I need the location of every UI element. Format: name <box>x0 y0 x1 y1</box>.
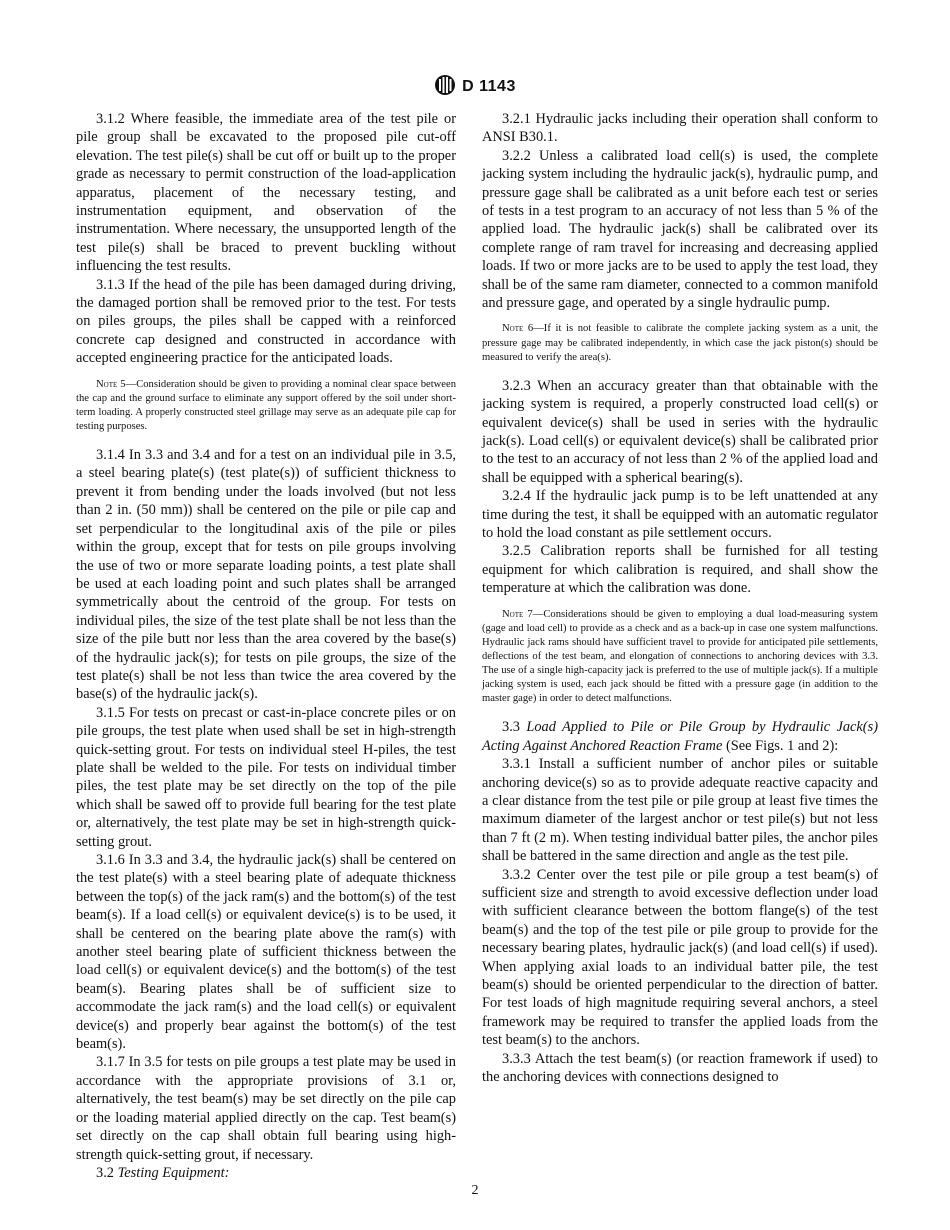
note-5-label: Note 5 <box>96 378 126 390</box>
section-3-1-5: 3.1.5 For tests on precast or cast-in-place concrete piles or on pile groups, the test plate when used shall be set in high-strength quick-setting grout. For tests on individual steel H-piles, the test plate shall be welded to the pile. For tests on individual timber piles, the test plate may be set directly on the top of the pile which shall be sawed off to provide full bearing for the test plate or, alternatively, the test plate may be set in high-strength quick-setting grout. <box>76 704 456 850</box>
section-3-3-number: 3.3 <box>502 719 520 736</box>
standard-designation: D 1143 <box>462 78 516 95</box>
note-6-label: Note 6 <box>502 323 534 335</box>
section-3-3-title: Load Applied to Pile or Pile Group by Hydraulic Jack(s) Acting Against Anchored Reaction Frame <box>482 719 878 754</box>
section-3-2-1: 3.2.1 Hydraulic jacks including their operation shall conform to ANSI B30.1. <box>482 111 878 146</box>
section-3-2-number: 3.2 <box>96 1164 114 1181</box>
section-3-1-7: 3.1.7 In 3.5 for tests on pile groups a test plate may be used in accordance with the appropriate provisions of 3.1 or, alternatively, the test beam(s) may be set directly on the pile cap or the loading material applied directly on the cap. Test beam(s) set directly on the cap shall obtain full bearing using high-strength quick-setting grout, if necessary. <box>76 1054 456 1163</box>
section-3-3-heading <box>482 718 878 755</box>
note-7 <box>482 608 878 707</box>
note-6-text: —If it is not feasible to calibrate the complete jacking system as a unit, the pressure gage may be calibrated independently, in which case the jack piston(s) should be measured to verify the area(s). <box>482 323 878 363</box>
section-3-2-2: 3.2.2 Unless a calibrated load cell(s) is used, the complete jacking system including the hydraulic jack(s), hydraulic pump, and pressure gage shall be calibrated as a unit before each test or series of tests in a test program to an accuracy of not less than 5 % of the applied load. The hydraulic jack(s) shall be calibrated over its complete range of ram travel for increasing and decreasing applied loads. If two or more jacks are to be used to apply the test load, they shall be of the same ram diameter, connected to a common manifold and pressure gage, and operated by a single hydraulic pump. <box>482 147 878 312</box>
note-7-text: —Considerations should be given to employing a dual load-measuring system (gage and load cell) to provide as a check and as a back-up in case one system malfunctions. Hydraulic jack rams should have sufficient travel to provide for anticipated pile settlements, deflections of the test beam, and elongation of connections to anchoring devices with 3.3. The use of a single high-capacity jack is preferred to the use of multiple jack(s). If a multiple jacking system is used, each jack should be fitted with a pressure gage (in addition to the master gage) in order to detect malfunctions. <box>482 608 879 705</box>
section-3-3-figure-ref: (See Figs. 1 and 2): <box>722 737 839 754</box>
note-6 <box>482 322 878 364</box>
section-3-1-3: 3.1.3 If the head of the pile has been damaged during driving, the damaged portion shall be removed prior to the test. For tests on piles groups, the piles shall be capped with a reinforced concrete cap designed and constructed in accordance with accepted engineering practice for the anticipated loads. <box>76 276 456 367</box>
section-3-2-5: 3.2.5 Calibration reports shall be furnished for all testing equipment for which calibration is required, and shall show the temperature at which the calibration was done. <box>482 543 878 597</box>
section-3-2-heading <box>76 1164 456 1182</box>
section-3-2-title: Testing Equipment: <box>117 1164 230 1181</box>
astm-logo-icon <box>434 74 456 101</box>
section-3-3-2: 3.3.2 Center over the test pile or pile group a test beam(s) of sufficient size and strength to avoid excessive deflection under load with sufficient clearance between the bottom flange(s) of the test beam(s) and the top of the test pile or pile group to provide for the necessary bearing plates, hydraulic jack(s) (and load cell(s) if used). When applying axial loads to an individual batter pile, the test beam(s) should be oriented perpendicular to the direction of batter. For test loads of high magnitude requiring several anchors, a steel framework may be required to transfer the applied loads from the test beam(s) to the anchors. <box>482 866 878 1049</box>
right-column <box>482 110 878 1086</box>
note-5-text: —Consideration should be given to providing a nominal clear space between the cap and the ground surface to eliminate any support offered by the soil under short-term loading. A properly constructed steel grillage may serve as an adequate pile cap for testing purposes. <box>76 378 456 432</box>
page-header <box>0 74 950 101</box>
section-3-2-4: 3.2.4 If the hydraulic jack pump is to be left unattended at any time during the test, it shall be equipped with an automatic regulator to hold the load constant as pile settlement occurs. <box>482 488 878 541</box>
section-3-1-2: 3.1.2 Where feasible, the immediate area of the test pile or pile group shall be excavated to the proposed pile cut-off elevation. The test pile(s) shall be cut off or built up to the proper grade as necessary to permit construction of the load-application apparatus, placement of the necessary testing, and instrumentation equipment, and observation of the instrumentation. Where necessary, the unsupported length of the test pile(s) shall be braced to prevent buckling without influencing the test results. <box>76 111 456 275</box>
section-3-3-3: 3.3.3 Attach the test beam(s) (or reaction framework if used) to the anchoring devices with connections designed to <box>482 1050 878 1085</box>
note-7-label: Note 7 <box>502 608 533 620</box>
note-5 <box>76 378 456 434</box>
left-column <box>76 110 456 1182</box>
section-3-3-1: 3.3.1 Install a sufficient number of anchor piles or suitable anchoring device(s) so as to provide adequate reactive capacity and a clear distance from the test pile or pile group at least five times the maximum diameter of the largest anchor or test pile(s) but not less than 7 ft (2 m). When testing individual batter piles, the anchor piles shall be battered in the same direction and angle as the test pile. <box>482 756 878 865</box>
section-3-2-3: 3.2.3 When an accuracy greater than that obtainable with the jacking system is required, a properly constructed load cell(s) or equivalent device(s) shall be used in series with the hydraulic jack(s). Load cell(s) or equivalent device(s) shall be calibrated prior to the test to an accuracy of not less than 2 % of the applied load and shall be equipped with a spherical bearing(s). <box>482 377 878 486</box>
section-3-1-4: 3.1.4 In 3.3 and 3.4 and for a test on an individual pile in 3.5, a steel bearing plate(s) (test plate(s)) of sufficient thickness to prevent it from bending under the loads involved (but not less than 2 in. (50 mm)) shall be centered on the pile or pile cap and set perpendicular to the longitudinal axis of the pile or piles within the group, except that for tests on pile groups involving the use of two or more separate loading points, a test plate shall be used at each loading point and such plates shall be arranged symmetrically about the centroid of the group. For tests on individual piles, the size of the test plate shall be not less than the size of the pile butt nor less than the area covered by the base(s) of the hydraulic jack(s); for tests on pile groups, the size of the test plate(s) shall be not less than twice the area covered by the base(s) of the hydraulic jack(s). <box>76 447 456 703</box>
section-3-1-6: 3.1.6 In 3.3 and 3.4, the hydraulic jack(s) shall be centered on the test plate(s) with a steel bearing plate of adequate thickness between the top(s) of the jack ram(s) and the bottom(s) of the test beam(s). If a load cell(s) or equivalent device(s) is to be used, it shall be centered on the bearing plate above the ram(s) with another steel bearing plate of sufficient thickness between the load cell(s) or equivalent device(s) and the bottom(s) of the test beam(s). Bearing plates shall be of sufficient size to accommodate the jack ram(s) and the load cell(s) or equivalent device(s) and properly bear against the bottom(s) of the test beam(s). <box>76 852 456 1053</box>
page-number: 2 <box>471 1183 479 1198</box>
